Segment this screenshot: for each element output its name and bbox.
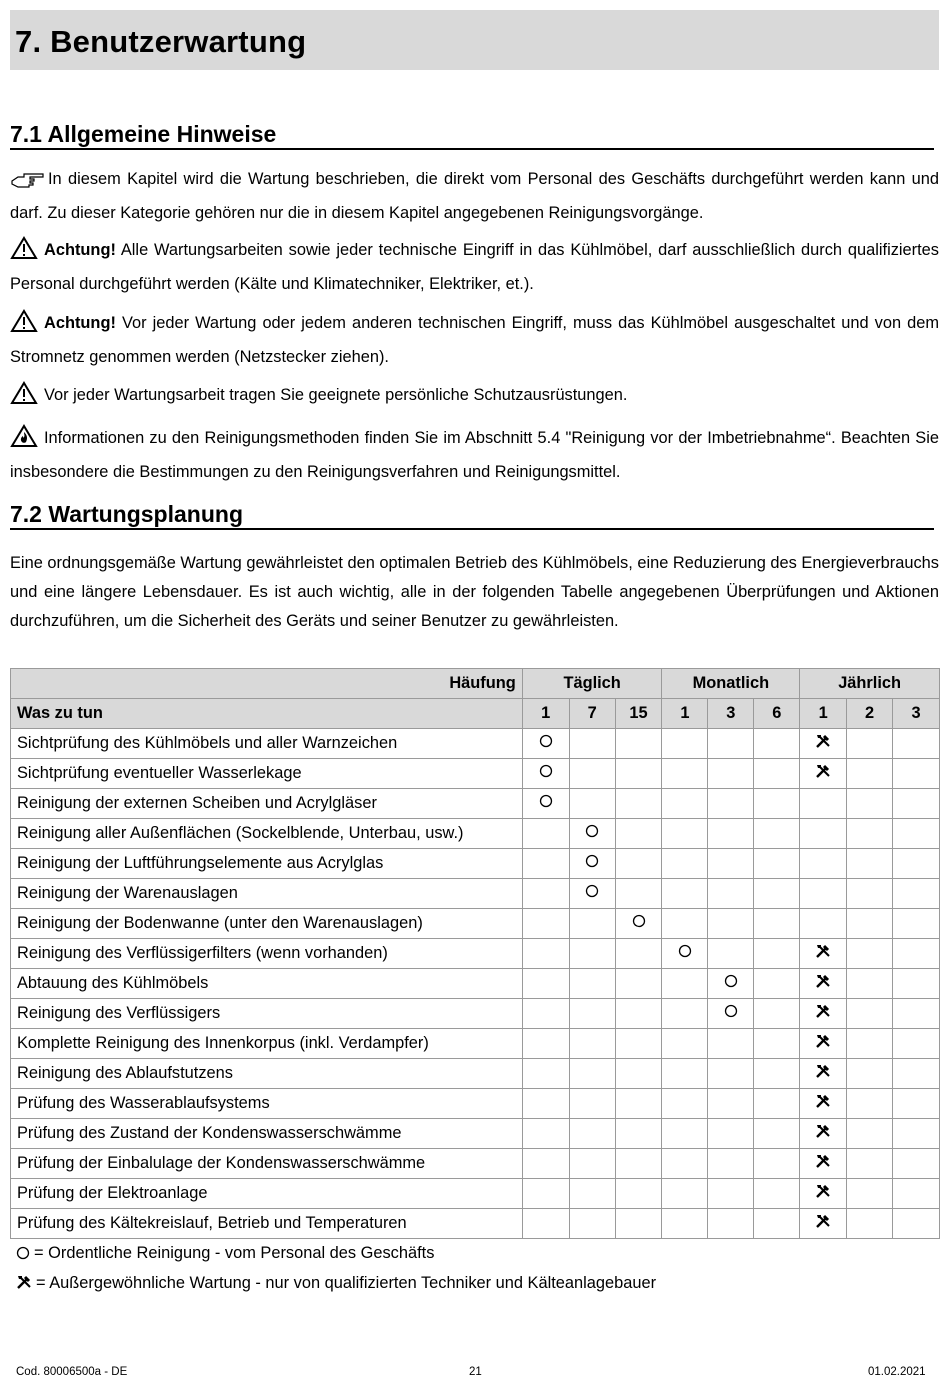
empty-cell [569, 939, 615, 969]
empty-cell [662, 999, 708, 1029]
empty-cell [615, 999, 662, 1029]
interval-header: 1 [662, 699, 708, 729]
empty-cell [615, 759, 662, 789]
maintenance-tools-icon [800, 1089, 847, 1119]
empty-cell [847, 1209, 893, 1239]
empty-cell [893, 819, 940, 849]
legend-cleaning [16, 1243, 434, 1263]
empty-cell [662, 1179, 708, 1209]
empty-cell [662, 819, 708, 849]
planning-intro: Eine ordnungsgemäße Wartung gewährleistet den optimalen Betrieb des Kühlmöbels, eine Reduzierung des Energieverbrauchs und eine längere Lebensdauer. Es ist auch wichtig, alle in der folgenden Tabelle angegebenen Überprüfungen und Aktionen durchzuführen, um die Sicherheit des Geräts und seiner Benutzer zu gewährleisten. [10, 554, 939, 630]
empty-cell [662, 1119, 708, 1149]
empty-cell [569, 1029, 615, 1059]
section-heading-planning [10, 500, 934, 530]
task-cell: Reinigung des Verflüssigers [11, 999, 523, 1029]
note-text: In diesem Kapitel wird die Wartung beschrieben, die direkt vom Personal des Geschäfts durchgeführt werden kann und darf. Zu dieser Kategorie gehören nur die in diesem Kapitel angegebenen Reinigungsvorgänge. [10, 170, 939, 222]
empty-cell [847, 999, 893, 1029]
maintenance-tools-icon [800, 969, 847, 999]
empty-cell [800, 819, 847, 849]
empty-cell [847, 909, 893, 939]
task-cell: Reinigung der externen Scheiben und Acrylgläser [11, 789, 523, 819]
empty-cell [708, 1119, 754, 1149]
empty-cell [615, 729, 662, 759]
maintenance-tools-icon [800, 1029, 847, 1059]
empty-cell [847, 1119, 893, 1149]
maintenance-tools-icon [800, 1149, 847, 1179]
warning-1-label: Achtung! [44, 241, 116, 259]
frequency-header: Häufung [11, 669, 523, 699]
empty-cell [893, 729, 940, 759]
empty-cell [662, 1059, 708, 1089]
warning-paragraph-2 [10, 309, 939, 372]
task-cell: Prüfung der Elektroanlage [11, 1179, 523, 1209]
table-row [11, 789, 940, 819]
maintenance-tools-icon [800, 1179, 847, 1209]
empty-cell [615, 1209, 662, 1239]
empty-cell [522, 999, 569, 1029]
legend-maintenance [16, 1273, 656, 1293]
warning-triangle-icon [10, 236, 38, 270]
table-row [11, 849, 940, 879]
task-cell: Reinigung der Warenauslagen [11, 879, 523, 909]
empty-cell [662, 1209, 708, 1239]
section-heading-planning-text: 7.2 Wartungsplanung [10, 501, 243, 527]
empty-cell [754, 969, 800, 999]
maintenance-tools-icon [800, 759, 847, 789]
section-heading-general-text: 7.1 Allgemeine Hinweise [10, 121, 277, 147]
maintenance-tools-icon [800, 939, 847, 969]
empty-cell [569, 1209, 615, 1239]
warning-triangle-icon [10, 381, 38, 415]
empty-cell [522, 909, 569, 939]
empty-cell [708, 909, 754, 939]
cleaning-circle-icon [708, 969, 754, 999]
cleaning-circle-icon [569, 819, 615, 849]
task-cell: Sichtprüfung eventueller Wasserlekage [11, 759, 523, 789]
warning-triangle-icon [10, 309, 38, 343]
maintenance-tools-icon [800, 1059, 847, 1089]
empty-cell [522, 1089, 569, 1119]
empty-cell [847, 1089, 893, 1119]
empty-cell [893, 849, 940, 879]
empty-cell [708, 939, 754, 969]
task-cell: Prüfung des Kältekreislauf, Betrieb und Temperaturen [11, 1209, 523, 1239]
empty-cell [847, 879, 893, 909]
empty-cell [708, 1209, 754, 1239]
table-row [11, 909, 940, 939]
empty-cell [522, 939, 569, 969]
empty-cell [893, 999, 940, 1029]
interval-header: 1 [522, 699, 569, 729]
table-row [11, 1149, 940, 1179]
empty-cell [754, 1209, 800, 1239]
empty-cell [847, 729, 893, 759]
empty-cell [662, 1029, 708, 1059]
empty-cell [754, 789, 800, 819]
interval-header: 3 [708, 699, 754, 729]
legend-maintenance-text: = Außergewöhnliche Wartung - nur von qualifizierten Techniker und Kälteanlagebauer [36, 1274, 657, 1292]
maintenance-table [10, 668, 940, 1239]
empty-cell [662, 1089, 708, 1119]
empty-cell [522, 1059, 569, 1089]
empty-cell [569, 1179, 615, 1209]
empty-cell [569, 1149, 615, 1179]
empty-cell [522, 849, 569, 879]
table-header-row-groups [11, 669, 940, 699]
table-row [11, 819, 940, 849]
warning-2-label: Achtung! [44, 314, 116, 332]
empty-cell [569, 789, 615, 819]
empty-cell [893, 1179, 940, 1209]
empty-cell [754, 909, 800, 939]
empty-cell [847, 789, 893, 819]
empty-cell [893, 1209, 940, 1239]
empty-cell [708, 729, 754, 759]
empty-cell [662, 759, 708, 789]
warning-4-text: Informationen zu den Reinigungsmethoden finden Sie im Abschnitt 5.4 "Reinigung vor der Imbetriebnahme“. Beachten Sie insbesondere die Bestimmungen zu den Reinigungsverfahren und Reinigungsmittel. [10, 429, 939, 481]
table-row [11, 1179, 940, 1209]
task-cell: Reinigung der Bodenwanne (unter den Warenauslagen) [11, 909, 523, 939]
empty-cell [522, 1029, 569, 1059]
table-row [11, 939, 940, 969]
warning-paragraph-1 [10, 236, 939, 299]
empty-cell [569, 969, 615, 999]
cleaning-circle-icon [522, 789, 569, 819]
empty-cell [893, 1059, 940, 1089]
empty-cell [522, 969, 569, 999]
empty-cell [893, 1029, 940, 1059]
task-cell: Reinigung aller Außenflächen (Sockelblende, Unterbau, usw.) [11, 819, 523, 849]
warning-2-text: Vor jeder Wartung oder jedem anderen technischen Eingriff, muss das Kühlmöbel ausgeschaltet und von dem Stromnetz genommen werden (Netzstecker ziehen). [10, 314, 939, 366]
empty-cell [522, 1119, 569, 1149]
table-row [11, 729, 940, 759]
table-row [11, 759, 940, 789]
empty-cell [569, 1119, 615, 1149]
group-header-yearly: Jährlich [800, 669, 940, 699]
empty-cell [754, 879, 800, 909]
empty-cell [800, 879, 847, 909]
empty-cell [847, 1029, 893, 1059]
table-header-row-intervals [11, 699, 940, 729]
warning-1-text: Alle Wartungsarbeiten sowie jeder technische Eingriff in das Kühlmöbel, darf ausschließlich durch qualifiziertes Personal durchgeführt werden (Kälte und Klimatechniker, Elektriker, et.). [10, 241, 939, 293]
empty-cell [847, 939, 893, 969]
task-cell: Prüfung der Einbalulage der Kondenswasserschwämme [11, 1149, 523, 1179]
table-row [11, 1119, 940, 1149]
legend-cleaning-text: = Ordentliche Reinigung - vom Personal des Geschäfts [34, 1244, 435, 1262]
empty-cell [615, 1089, 662, 1119]
empty-cell [754, 729, 800, 759]
empty-cell [847, 1059, 893, 1089]
task-cell: Reinigung des Ablaufstutzens [11, 1059, 523, 1089]
task-cell: Komplette Reinigung des Innenkorpus (inkl. Verdampfer) [11, 1029, 523, 1059]
interval-header: 15 [615, 699, 662, 729]
empty-cell [662, 969, 708, 999]
empty-cell [708, 1149, 754, 1179]
empty-cell [800, 849, 847, 879]
empty-cell [708, 879, 754, 909]
empty-cell [615, 1059, 662, 1089]
interval-header: 7 [569, 699, 615, 729]
empty-cell [662, 1149, 708, 1179]
interval-header: 3 [893, 699, 940, 729]
empty-cell [754, 1059, 800, 1089]
empty-cell [615, 939, 662, 969]
footer-date: 01.02.2021 [868, 1366, 926, 1378]
empty-cell [615, 1149, 662, 1179]
warning-3-text: Vor jeder Wartungsarbeit tragen Sie geeignete persönliche Schutzausrüstungen. [44, 386, 628, 404]
table-row [11, 1089, 940, 1119]
note-paragraph [10, 165, 939, 228]
tools-icon [16, 1274, 32, 1290]
empty-cell [522, 819, 569, 849]
empty-cell [662, 789, 708, 819]
empty-cell [754, 819, 800, 849]
task-cell: Abtauung des Kühlmöbels [11, 969, 523, 999]
table-row [11, 1059, 940, 1089]
empty-cell [522, 1209, 569, 1239]
empty-cell [847, 1179, 893, 1209]
empty-cell [708, 1059, 754, 1089]
empty-cell [754, 1149, 800, 1179]
group-header-monthly: Monatlich [662, 669, 800, 699]
cleaning-circle-icon [522, 729, 569, 759]
empty-cell [893, 1089, 940, 1119]
empty-cell [893, 1149, 940, 1179]
empty-cell [708, 1179, 754, 1209]
empty-cell [615, 1029, 662, 1059]
empty-cell [800, 789, 847, 819]
empty-cell [847, 759, 893, 789]
empty-cell [615, 819, 662, 849]
cleaning-circle-icon [662, 939, 708, 969]
cleaning-circle-icon [615, 909, 662, 939]
maintenance-tools-icon [800, 729, 847, 759]
empty-cell [615, 879, 662, 909]
empty-cell [847, 849, 893, 879]
task-header: Was zu tun [11, 699, 523, 729]
empty-cell [893, 969, 940, 999]
empty-cell [615, 1179, 662, 1209]
empty-cell [893, 789, 940, 819]
cleaning-circle-icon [522, 759, 569, 789]
cleaning-circle-icon [569, 849, 615, 879]
empty-cell [708, 759, 754, 789]
empty-cell [754, 759, 800, 789]
table-row [11, 879, 940, 909]
task-cell: Reinigung des Verflüssigerfilters (wenn vorhanden) [11, 939, 523, 969]
empty-cell [754, 999, 800, 1029]
empty-cell [708, 849, 754, 879]
empty-cell [754, 849, 800, 879]
empty-cell [522, 1179, 569, 1209]
table-row [11, 969, 940, 999]
maintenance-tools-icon [800, 1209, 847, 1239]
empty-cell [893, 939, 940, 969]
pointing-hand-icon [10, 170, 46, 199]
empty-cell [569, 1089, 615, 1119]
empty-cell [847, 1149, 893, 1179]
warning-paragraph-3 [10, 381, 939, 415]
empty-cell [708, 1029, 754, 1059]
chapter-title-bar [10, 10, 939, 70]
empty-cell [662, 849, 708, 879]
footer-document-code: Cod. 80006500a - DE [16, 1366, 128, 1378]
task-cell: Prüfung des Zustand der Kondenswasserschwämme [11, 1119, 523, 1149]
empty-cell [569, 909, 615, 939]
empty-cell [522, 879, 569, 909]
empty-cell [662, 729, 708, 759]
interval-header: 2 [847, 699, 893, 729]
empty-cell [708, 789, 754, 819]
empty-cell [800, 909, 847, 939]
empty-cell [615, 1119, 662, 1149]
empty-cell [893, 1119, 940, 1149]
empty-cell [754, 1029, 800, 1059]
cleaning-circle-icon [708, 999, 754, 1029]
footer-page-number: 21 [469, 1366, 482, 1378]
maintenance-tools-icon [800, 1119, 847, 1149]
empty-cell [708, 819, 754, 849]
task-cell: Sichtprüfung des Kühlmöbels und aller Warnzeichen [11, 729, 523, 759]
task-cell: Prüfung des Wasserablaufsystems [11, 1089, 523, 1119]
empty-cell [754, 939, 800, 969]
table-row [11, 1209, 940, 1239]
maintenance-tools-icon [800, 999, 847, 1029]
empty-cell [615, 849, 662, 879]
table-row [11, 1029, 940, 1059]
empty-cell [893, 879, 940, 909]
cleaning-circle-icon [569, 879, 615, 909]
empty-cell [569, 729, 615, 759]
task-cell: Reinigung der Luftführungselemente aus Acrylglas [11, 849, 523, 879]
empty-cell [708, 1089, 754, 1119]
group-header-daily: Täglich [522, 669, 662, 699]
empty-cell [893, 909, 940, 939]
empty-cell [754, 1119, 800, 1149]
circle-icon [16, 1246, 30, 1260]
empty-cell [569, 759, 615, 789]
section-heading-general [10, 120, 934, 150]
empty-cell [893, 759, 940, 789]
chapter-title: 7. Benutzerwartung [15, 24, 307, 59]
empty-cell [847, 969, 893, 999]
interval-header: 1 [800, 699, 847, 729]
empty-cell [569, 1059, 615, 1089]
empty-cell [754, 1089, 800, 1119]
empty-cell [662, 879, 708, 909]
fire-warning-icon [10, 424, 38, 458]
empty-cell [847, 819, 893, 849]
empty-cell [615, 789, 662, 819]
empty-cell [615, 969, 662, 999]
empty-cell [754, 1179, 800, 1209]
empty-cell [569, 999, 615, 1029]
warning-paragraph-4 [10, 424, 939, 487]
interval-header: 6 [754, 699, 800, 729]
table-row [11, 999, 940, 1029]
empty-cell [662, 909, 708, 939]
empty-cell [522, 1149, 569, 1179]
